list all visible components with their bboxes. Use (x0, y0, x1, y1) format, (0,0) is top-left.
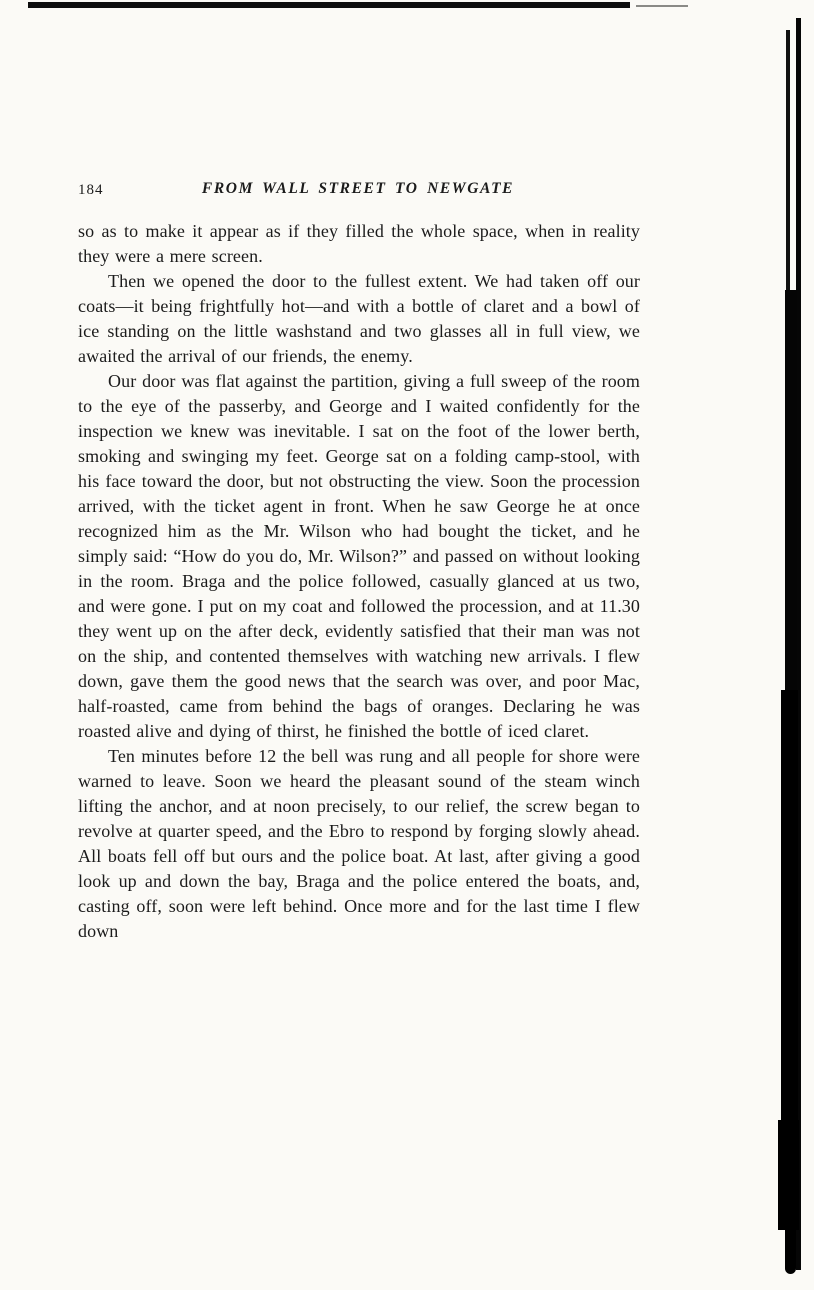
top-scan-artifact-dash (636, 5, 688, 7)
right-binding-scan-band-taper (785, 1228, 796, 1274)
right-binding-scan-band-middle (781, 690, 798, 1120)
page-number: 184 (78, 182, 104, 198)
paragraph: Then we opened the door to the fullest extent. We had taken off our coats—it being frightfully hot—and with a bottle of claret and a bowl of ice standing on the little washstand and two glasses all in full view, we awaited the arrival of our friends, the enemy. (78, 271, 640, 366)
right-binding-scan-band-lower (778, 1120, 799, 1230)
paragraph: Ten minutes before 12 the bell was rung and all people for shore were warned to leave. Soon we heard the pleasant sound of the steam winch lifting the anchor, and at noon precisely, to our relief, the screw began to revolve at quarter speed, and the Ebro to respond by forging slowly ahead. All boats fell off but ours and the police boat. At last, after giving a good look up and down the bay, Braga and the police entered the boats, and, casting off, soon were left behind. Once more and for the last time I flew down (78, 746, 640, 941)
paragraph: so as to make it appear as if they filled the whole space, when in reality they were a mere screen. (78, 221, 640, 266)
right-binding-scan-line-inner (786, 30, 790, 290)
paragraph: Our door was flat against the partition, giving a full sweep of the room to the eye of the passerby, and George and I waited confidently for the inspection we knew was inevitable. I sat on the foot of the lower berth, smoking and swinging my feet. George sat on a folding camp-stool, with his face toward the door, but not obstructing the view. Soon the procession arrived, with the ticket agent in front. When he saw George he at once recognized him as the Mr. Wilson who had bought the ticket, and he simply said: “How do you do, Mr. Wilson?” and passed on without looking in the room. Braga and the police followed, casually glanced at us two, and were gone. I put on my coat and followed the procession, and at 11.30 they went up on the after deck, evidently satisfied that their man was not on the ship, and contented themselves with watching new arrivals. I flew down, gave them the good news that the search was over, and poor Mac, half-roasted, came from behind the bags of oranges. Declaring he was roasted alive and dying of thirst, he finished the bottle of iced claret. (78, 371, 640, 741)
running-header: FROM WALL STREET TO NEWGATE (201, 180, 515, 197)
right-binding-scan-band-upper (785, 290, 797, 690)
top-scan-artifact-line (28, 2, 630, 8)
body-text (78, 219, 640, 944)
page-header (78, 180, 638, 204)
